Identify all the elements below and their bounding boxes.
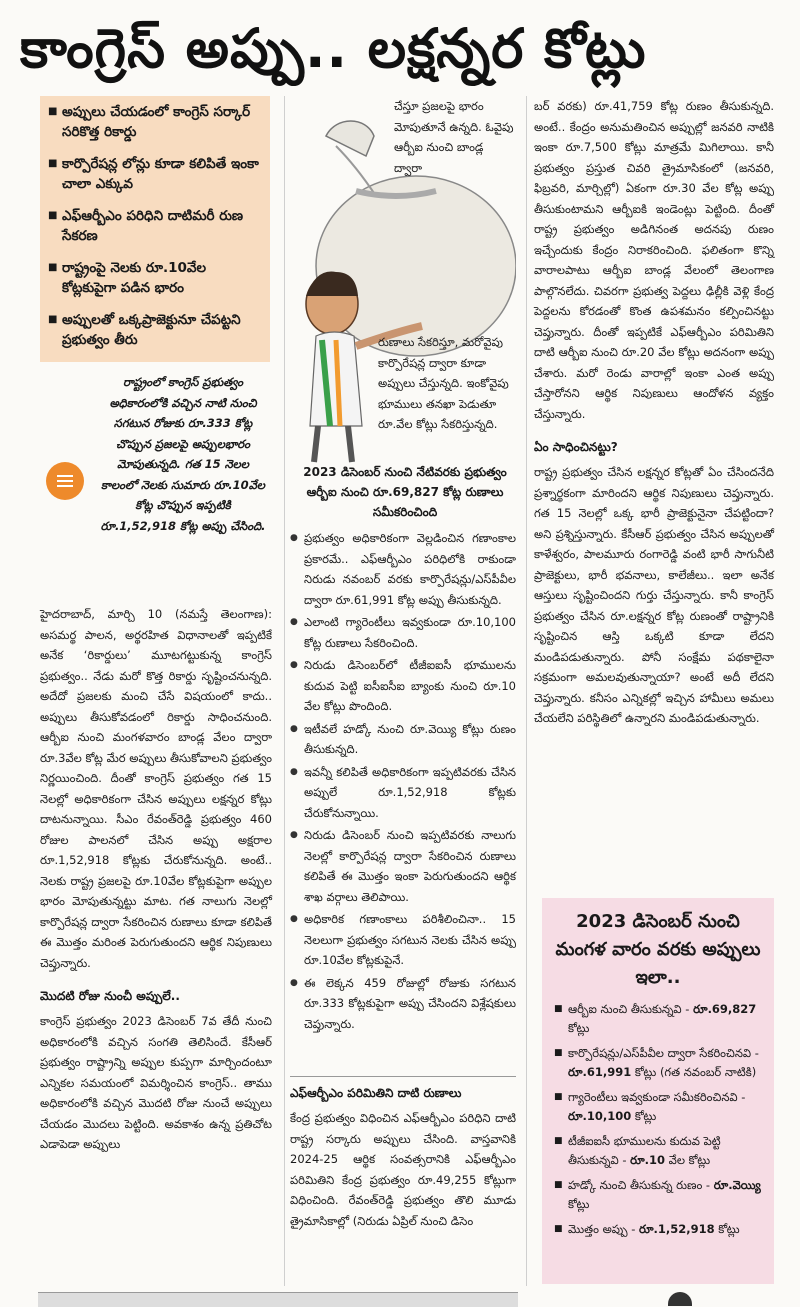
debt-summary-box [542,898,774,1284]
list-item [552,1176,764,1214]
article-column-2-bottom [290,1082,516,1237]
item-suffix: కోట్లు [714,1222,740,1236]
article-paragraph: కేంద్ర ప్రభుత్వం విధించిన ఎఫ్ఆర్బీఎం పరిధిని దాటి రాష్ట్ర సర్కారు అప్పులు చేసింది. వాస్తవానికి 2024-25 ఆర్థిక సంవత్సరానికి ఎఫ్ఆర్బీఎం పరిమితిని కేంద్ర ప్రభుత్వం రూ.49,255 కోట్లుగా విధించింది. రేవంత్‌రెడ్డి ప్రభుత్వం తొలి మూడు త్రైమాసికాల్లో (నిరుడు ఏప్రిల్ నుంచి డిసెం [290,1111,516,1228]
item-label: కార్పొరేషన్లు/ఎస్‌పీవీల ద్వారా సేకరించినవి - [568,1046,759,1060]
item-amount: రూ.61,991 [568,1065,632,1079]
list-item: ● ఇటీవలే హడ్కో నుంచి రూ.వెయ్యి కోట్లు రుణం తీసుకున్నది. [290,719,516,760]
box-title: 2023 డిసెంబర్ నుంచి మంగళ వారం వరకు అప్పులు ఇలా.. [555,911,761,988]
highlight-item: ■ రాష్ట్రంపై నెలకు రూ.10వేల కోట్లకుపైగా పడిన భారం [48,258,262,298]
article-text-beside-illustration: రుణాలు సేకరిస్తూ, మరోవైపు కార్పొరేషన్ల ద్వారా కూడా అప్పులు చేస్తున్నది. ఇంకోవైపు భూములు తనఖా పెడుతూ రూ.వేల కోట్లు సేకరిస్తున్నది. [378,335,509,431]
item-amount: రూ.వెయ్యి [713,1178,761,1192]
item-suffix: కోట్లు [568,1197,590,1211]
item-amount: రూ.1,52,918 [639,1222,715,1236]
intro-text: రాష్ట్రంలో కాంగ్రెస్ ప్రభుత్వం అధికారంలోకి వచ్చిన నాటి నుంచి సగటున రోజుకు రూ.333 కోట్ల చొప్పున ప్రజలపై అప్పులభారం మోపుతున్నది. గత 15 నెలల కాలంలో నెలకు సుమారు రూ.10వేల కోట్ల చొప్పున ఇప్పటికి రూ.1,52,918 కోట్ల అప్పు చేసింది. [100,375,266,533]
menu-icon [46,462,84,500]
article-column-2-bullets [290,528,516,1036]
list-item: ● నిరుడు డిసెంబర్‌లో టీజీఐఐసీ భూములను కుదువ పెట్టి ఐసీఐసీఐ బ్యాంకు నుంచి రూ.10 వేల కోట్లు పొందింది. [290,655,516,717]
list-item [552,1132,764,1170]
article-column-1 [40,604,272,1161]
highlight-item: ■ అప్పులతో ఒక్కప్రాజెక్టునూ చేపట్టని ప్రభుత్వం తీరు [48,310,262,350]
page-footer-mark [668,1292,692,1306]
item-label: టీజీఐఐసీ భూములను కుదువ పెట్టి తీసుకున్నవి - [568,1134,721,1167]
item-suffix: కోట్లు [568,1021,590,1035]
article-text-beside-illustration: చేస్తూ ప్రజలపై భారం మోపుతూనే ఉన్నది. ఓవైపు ఆర్బీఐ నుంచి బాండ్ల ద్వారా [394,99,514,175]
list-item [552,1044,764,1082]
highlight-item: ■ అప్పులు చేయడంలో కాంగ్రెస్ సర్కార్ సరికొత్త రికార్డు [48,102,262,142]
item-amount: రూ.69,827 [693,1002,757,1016]
item-suffix: వేల కోట్లు [665,1153,711,1167]
item-label: హడ్కో నుంచి తీసుకున్న రుణం - [568,1178,714,1192]
list-item [552,1088,764,1126]
item-amount: రూ.10,100 [568,1109,632,1123]
article-column-3 [534,96,774,735]
highlights-box [40,96,270,362]
item-amount: రూ.10 [630,1153,666,1167]
article-paragraph: రాష్ట్ర ప్రభుత్వం చేసిన లక్షన్నర కోట్లతో ఏం చేసిందనేది ప్రశ్నార్థకంగా మారిందని ఆర్థిక నిపుణులు చెప్తున్నారు. గత 15 నెలల్లో ఒక్క భారీ ప్రాజెక్టునైనా చేపట్టిందా? అని ప్రశ్నిస్తున్నారు. కేసీఆర్ ప్రభుత్వం చేసిన అప్పులతో కాళేశ్వరం, పాలమూరు రంగారెడ్డి వంటి భారీ సాగునీటి ప్రాజెక్టులు, భారీ భవనాలు, కాలేజీలు.. ఇలా అనేక ఆస్తులు సృష్టించిందని గుర్తు చేస్తున్నారు. కానీ కాంగ్రెస్ ప్రభుత్వం చేసిన రూ.లక్షన్నర కోట్ల రుణంతో రాష్ట్రానికి సృష్టించిన ఆస్తి ఒక్కటి కూడా లేదని మండిపడుతున్నారు. పోనీ సంక్షేమ పథకాలైనా సక్రమంగా అమలవుతున్నాయా? అంటే అదీ లేదని చెప్తున్నారు. కనీసం ఎన్నికల్లో ఇచ్చిన హామీలు అమలు చేయలేని పరిస్థితిలో ఉన్నారని మండిపడుతున్నారు. [534,465,774,725]
item-label: గ్యారెంటీలు ఇవ్వకుండా సమీకరించినవి - [568,1090,746,1104]
item-label: మొత్తం అప్పు - [568,1222,639,1236]
section-subhead: 2023 డిసెంబర్ నుంచి నేటివరకు ప్రభుత్వం ఆర్బీఐ నుంచి రూ.69,827 కోట్ల రుణాలు సమీకరించింది [303,465,507,519]
highlight-item: ■ కార్పొరేషన్ల లోన్లు కూడా కలిపితే ఇంకా చాలా ఎక్కువ [48,154,262,194]
item-label: ఆర్బీఐ నుంచి తీసుకున్నవి - [568,1002,694,1016]
list-item: ● అధికారిక గణాంకాలు పరిశీలించినా.. 15 నెలలుగా ప్రభుత్వం సగటున నెలకు చేసిన అప్పు రూ.10వేల కోట్లకుపైనే. [290,909,516,971]
list-item [552,1000,764,1038]
article-paragraph: హైదరాబాద్, మార్చి 10 (నమస్తే తెలంగాణ): అసమర్థ పాలన, అర్థరహిత విధానాలతో ఇప్పటికే అనేక ‘రికార్డులు’ మూటగట్టుకున్న కాంగ్రెస్ ప్రభుత్వం.. నేడు మరో కొత్త రికార్డు సృష్టించనున్నది. అదేదో ప్రజలకు మంచి చేసే విషయంలో కాదు.. అప్పులు తీసుకోవడంలో రికార్డు సాధించనుంది. ఆర్బీఐ నుంచి మంగళవారం బాండ్ల వేలం ద్వారా రూ.3వేల కోట్ల మేర అప్పులు తీసుకోవాలని ప్రభుత్వం నిర్ణయించింది. దీంతో కాంగ్రెస్ ప్రభుత్వం గత 15 నెలల్లో అధికారికంగా చేసిన అప్పులు లక్షన్నర కోట్లు దాటనున్నాయి. సీఎం రేవంత్‌రెడ్డి ప్రభుత్వం 460 రోజుల పాలనలో చేసిన అప్పు అక్షరాల రూ.1,52,918 కోట్లకు చేరుకోనున్నది. అంటే.. నెలకు రాష్ట్ర ప్రజలపై రూ.10వేల కోట్లకుపైగా అప్పుల భారం మోపుతున్నట్టు మాట. గత నాలుగు నెలల్లో కార్పొరేషన్ల ద్వారా సేకరించిన రుణాలు కూడా కలిపితే ఈ మొత్తం మరింత పెరుగుతుందని ఆర్థిక నిపుణులు చెప్తున్నారు. [40,607,272,970]
list-item [552,1220,764,1239]
item-suffix: కోట్లు [631,1109,657,1123]
headline: కాంగ్రెస్ అప్పు.. లక్షన్నర కోట్లు [20,17,647,80]
item-suffix: కోట్లు (గత నవంబర్ నాటికి) [631,1065,757,1079]
highlight-item: ■ ఎఫ్ఆర్బీఎం పరిధిని దాటిమరీ రుణ సేకరణ [48,206,262,246]
column-divider [526,96,527,1286]
section-subhead: ఎఫ్ఆర్బీఎం పరిమితిని దాటి రుణాలు [290,1086,462,1100]
section-divider [290,1076,516,1077]
column-divider [284,96,285,1286]
list-item: ● ఇవన్నీ కలిపితే అధికారికంగా ఇప్పటివరకు చేసిన అప్పులే రూ.1,52,918 కోట్లకు చేరుకోనున్నాయి. [290,762,516,824]
section-subhead: ఏం సాధించినట్టు? [534,440,618,454]
footer-strip [38,1292,518,1307]
list-item: ● ఈ లెక్కన 459 రోజుల్లో రోజుకు సగటున రూ.333 కోట్లకుపైగా అప్పు చేసిందని విశ్లేషకులు చెప్తున్నారు. [290,973,516,1035]
list-item: ● ఎలాంటి గ్యారెంటీలు ఇవ్వకుండా రూ.10,100 కోట్ల రుణాలు సేకరించింది. [290,612,516,653]
section-subhead: మొదటి రోజు నుంచీ అప్పులే.. [40,989,180,1003]
list-item: ● ప్రభుత్వం అధికారికంగా వెల్లడించిన గణాంకాల ప్రకారమే.. ఎఫ్ఆర్బీఎం పరిధిలోకి రాకుండా నిరుడు నవంబర్ వరకు కార్పొరేషన్లు/ఎస్‌పీవీల ద్వారా రూ.61,991 కోట్ల అప్పు తీసుకున్నది. [290,528,516,610]
article-paragraph: బర్ వరకు) రూ.41,759 కోట్ల రుణం తీసుకున్నది. అంటే.. కేంద్రం అనుమతించిన అప్పుల్లో జనవరి నాటికి ఇంకా రూ.7,500 కోట్లు మాత్రమే మిగిలాయి. కానీ ప్రభుత్వం ప్రస్తుత చివరి త్రైమాసికంలో (జనవరి, ఫిబ్రవరి, మార్చిల్లో) ఏకంగా రూ.30 వేల కోట్ల అప్పు తీసుకుంటామని ఆర్బీఐకి ఇండెంట్లు పెట్టింది. దీంతో రాష్ట్ర ప్రభుత్వం అడిగినంత అదనపు రుణం ఇచ్చేందుకు కేంద్రం నిరాకరించింది. ఫలితంగా కొన్ని వారాలపాటు ఆర్బీఐ బాండ్ల వేలంలో తెలంగాణ పాల్గొనలేదు. చివరగా ప్రభుత్వ పెద్దలు ఢిల్లీకి వెళ్లి కేంద్ర పెద్దలను కోరడంతో కొంత ఉపశమనం కల్పించినట్టు చెప్తున్నారు. దీంతో ఇప్పటికే ఎఫ్ఆర్బీఎం పరిమితిని దాటి ఆర్బీఐ నుంచి రూ.20 వేల కోట్లు అదనంగా అప్పు చేశారు. మరో రెండు వారాల్లో ఇంకా ఎంత అప్పు చేస్తారోనని ఆర్థిక నిపుణులు ఆందోళన వ్యక్తం చేస్తున్నారు. [534,99,774,421]
list-item: ● నిరుడు డిసెంబర్ నుంచి ఇప్పటివరకు నాలుగు నెలల్లో కార్పొరేషన్ల ద్వారా సేకరించిన రుణాలు కలిపితే ఈ మొత్తం ఇంకా పెరుగుతుందని ఆర్థిక శాఖ వర్గాలు తెలిపాయి. [290,825,516,907]
article-paragraph: కాంగ్రెస్ ప్రభుత్వం 2023 డిసెంబర్ 7వ తేదీ నుంచి అధికారంలోకి వచ్చిన సంగతి తెలిసిందే. కేసీఆర్ ప్రభుత్వం రాష్ట్రాన్ని అప్పుల కుప్పగా మార్చిందంటూ ఎన్నికల సమయంలో విమర్శించిన కాంగ్రెస్.. తాము అధికారంలోకి వచ్చిన మొదటి రోజు నుంచే అప్పులు చేయడం మొదలు పెట్టింది. అవకాశం ఉన్న ప్రతిచోట ఎడాపెడా అప్పులు [40,1014,272,1151]
